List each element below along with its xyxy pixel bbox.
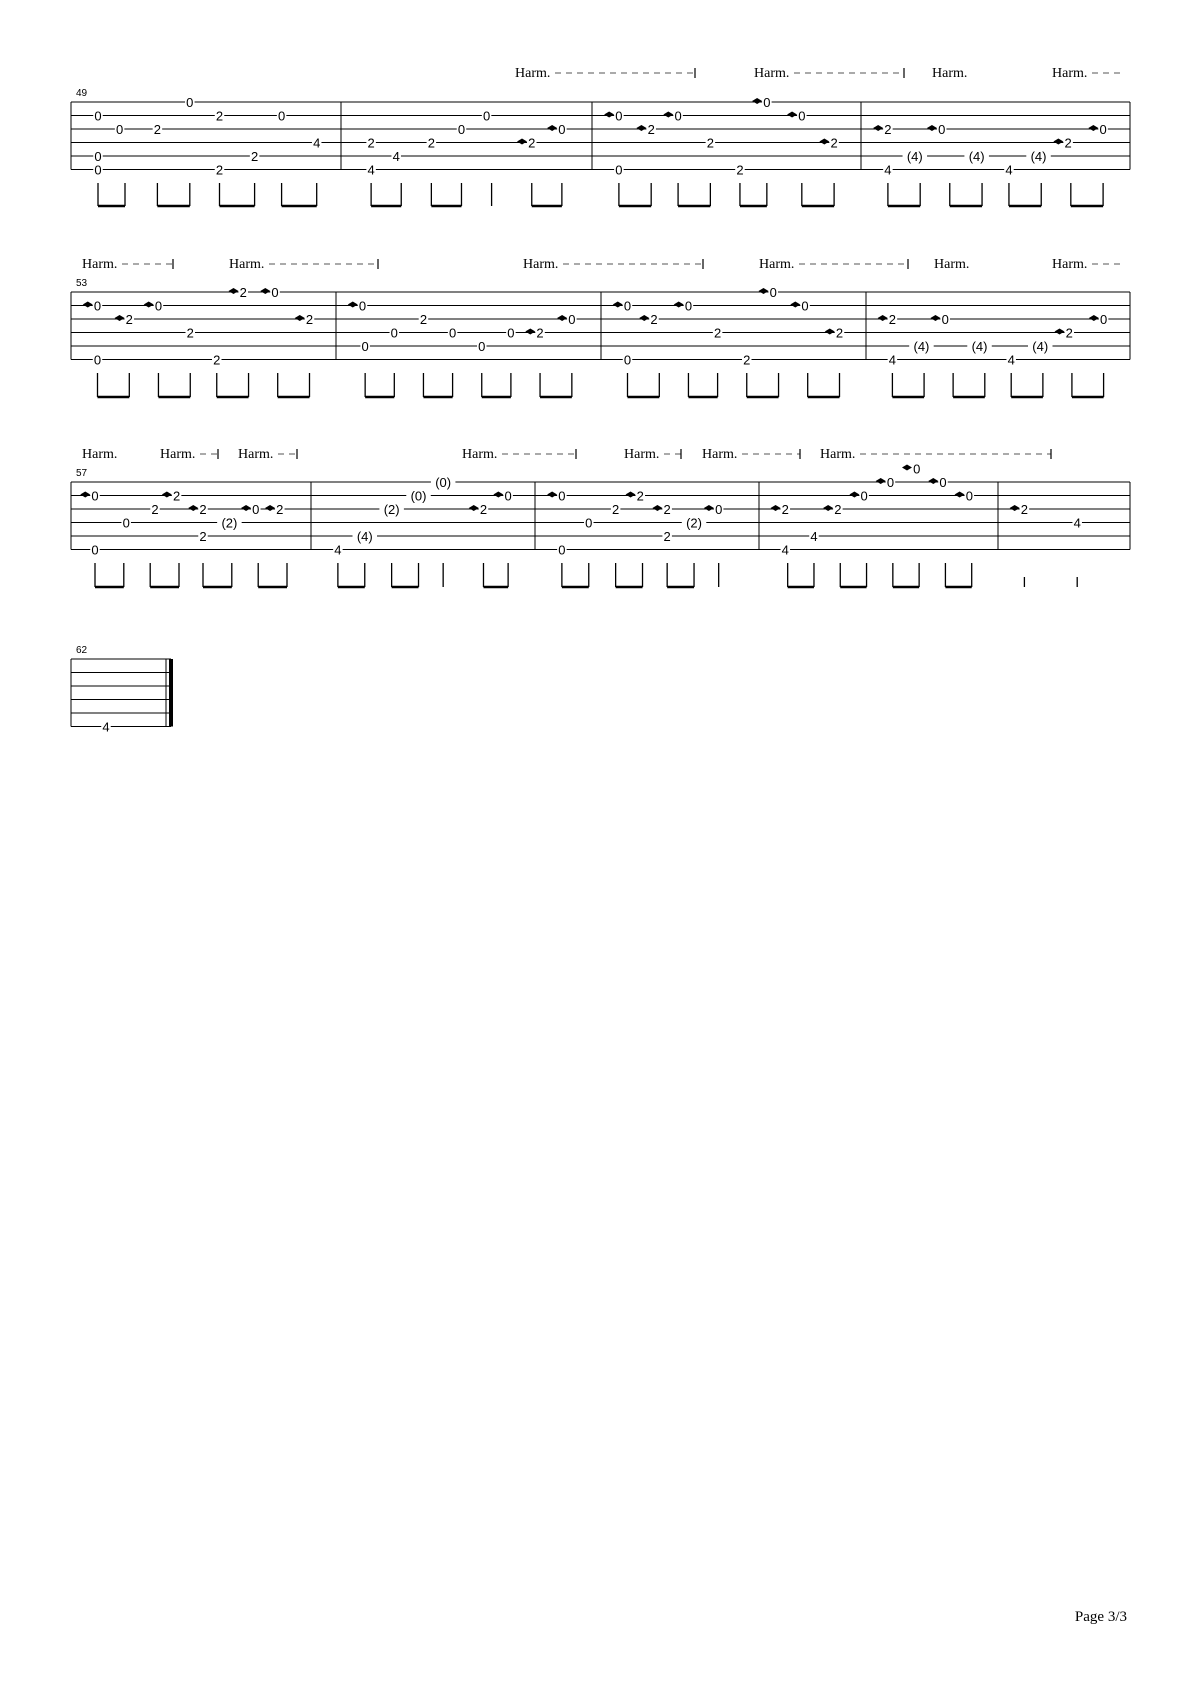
- fret-number: 2: [888, 312, 897, 327]
- fret-number: 2: [736, 162, 744, 178]
- fret-number: 2: [427, 135, 435, 151]
- fret-number: 2: [213, 352, 221, 368]
- fret-number: 0: [938, 122, 946, 137]
- harm-label: Harm.: [702, 447, 738, 462]
- fret-number: (4): [1030, 149, 1047, 164]
- harmonic-diamond: [348, 302, 358, 308]
- harm-label: Harm.: [515, 66, 551, 81]
- harmonic-diamond: [790, 302, 800, 308]
- measure-number: 49: [76, 88, 88, 99]
- harmonic-diamond: [1088, 125, 1098, 131]
- fret-number: 4: [781, 542, 789, 558]
- harmonic-diamond: [639, 315, 649, 321]
- fret-number: 2: [1064, 135, 1072, 151]
- harmonic-diamond: [873, 125, 883, 131]
- fret-number: (4): [913, 339, 930, 354]
- harmonic-diamond: [819, 139, 829, 145]
- fret-number: 0: [390, 325, 398, 341]
- fret-number: 0: [568, 312, 576, 327]
- fret-number: 0: [482, 108, 491, 124]
- harmonic-diamond: [636, 125, 646, 131]
- harmonic-diamond: [787, 112, 797, 118]
- harmonic-diamond: [1053, 139, 1063, 145]
- fret-number: 2: [636, 488, 644, 504]
- harmonic-diamond: [876, 478, 886, 484]
- fret-number: 0: [94, 162, 102, 178]
- fret-number: 2: [884, 122, 892, 137]
- fret-number: (2): [686, 515, 702, 531]
- fret-number: 2: [276, 502, 284, 517]
- fret-number: 0: [615, 162, 623, 178]
- fret-number: 0: [558, 488, 566, 504]
- fret-number: 2: [199, 502, 207, 517]
- final-barline-thick: [169, 659, 173, 727]
- page-number: Page 3/3: [1074, 1609, 1127, 1625]
- fret-number: (2): [383, 502, 400, 517]
- harmonic-diamond: [162, 492, 172, 498]
- fret-number: 2: [663, 529, 671, 544]
- system-2: [71, 257, 1130, 397]
- fret-number: 4: [1007, 352, 1015, 368]
- fret-number: 0: [1099, 122, 1107, 137]
- harmonic-diamond: [144, 302, 154, 308]
- harmonic-diamond: [1010, 505, 1020, 511]
- fret-number: 0: [886, 475, 895, 490]
- fret-number: 0: [623, 352, 632, 368]
- fret-number: (4): [1032, 339, 1049, 354]
- fret-number: 0: [801, 298, 809, 314]
- harmonic-diamond: [902, 465, 912, 471]
- harm-label: Harm.: [523, 257, 559, 272]
- fret-number: 2: [186, 325, 194, 341]
- fret-number: 4: [1005, 162, 1013, 178]
- harm-label: Harm.: [754, 66, 790, 81]
- harmonic-diamond: [613, 302, 623, 308]
- harmonic-diamond: [674, 302, 684, 308]
- fret-number: 0: [615, 108, 623, 124]
- fret-number: 4: [810, 529, 818, 544]
- fret-number: 0: [91, 542, 99, 558]
- fret-number: 2: [781, 502, 789, 517]
- fret-number: 0: [1099, 312, 1108, 327]
- fret-number: 0: [91, 488, 99, 504]
- fret-number: 0: [154, 298, 163, 314]
- harmonic-diamond: [626, 492, 636, 498]
- harmonic-diamond: [80, 492, 90, 498]
- harmonic-diamond: [823, 505, 833, 511]
- fret-number: 2: [830, 135, 838, 151]
- system-3: [71, 447, 1130, 587]
- fret-number: 4: [102, 719, 110, 735]
- fret-number: 2: [1020, 502, 1029, 517]
- fret-number: 4: [1073, 515, 1081, 531]
- fret-number: 0: [93, 352, 102, 368]
- fret-number: 2: [172, 488, 181, 504]
- fret-number: (4): [968, 149, 985, 164]
- harmonic-diamond: [83, 302, 93, 308]
- harmonic-diamond: [771, 505, 781, 511]
- fret-number: 2: [215, 162, 224, 178]
- fret-number: 0: [504, 488, 512, 504]
- harmonic-diamond: [604, 112, 614, 118]
- fret-number: 2: [835, 325, 844, 341]
- fret-number: 0: [361, 339, 369, 354]
- harm-label: Harm.: [932, 66, 968, 81]
- fret-number: 0: [965, 488, 973, 504]
- fret-number: 4: [392, 149, 400, 164]
- fret-number: 2: [1065, 325, 1073, 341]
- harmonic-diamond: [752, 98, 762, 104]
- harmonic-diamond: [652, 505, 662, 511]
- fret-number: 2: [367, 135, 375, 151]
- fret-number: 0: [448, 325, 457, 341]
- fret-number: (2): [221, 515, 238, 531]
- fret-number: 2: [153, 122, 162, 137]
- fret-number: 2: [743, 352, 751, 368]
- harmonic-diamond: [1055, 329, 1065, 335]
- fret-number: 2: [239, 285, 247, 300]
- fret-number: 0: [93, 298, 102, 314]
- fret-number: 2: [199, 529, 207, 544]
- harmonic-diamond: [260, 288, 270, 294]
- fret-number: (4): [906, 149, 923, 164]
- fret-number: 0: [115, 122, 124, 137]
- fret-number: 4: [367, 162, 375, 178]
- harm-label: Harm.: [82, 447, 118, 462]
- fret-number: 0: [913, 461, 921, 477]
- fret-number: 0: [684, 298, 693, 314]
- fret-number: 0: [939, 475, 947, 490]
- system-4: [71, 645, 173, 735]
- fret-number: 0: [277, 108, 286, 124]
- harmonic-diamond: [188, 505, 198, 511]
- fret-number: 0: [860, 488, 868, 504]
- harmonic-diamond: [525, 329, 535, 335]
- fret-number: 0: [457, 122, 466, 137]
- harmonic-diamond: [663, 112, 673, 118]
- harmonic-diamond: [704, 505, 714, 511]
- system-1: [71, 66, 1130, 206]
- fret-number: 0: [941, 312, 949, 327]
- harm-label: Harm.: [1052, 257, 1088, 272]
- fret-number: 2: [528, 135, 536, 151]
- measure-number: 57: [76, 468, 88, 479]
- harmonic-diamond: [928, 478, 938, 484]
- harm-label: Harm.: [160, 447, 196, 462]
- fret-number: 2: [305, 312, 314, 327]
- fret-number: (4): [971, 339, 988, 354]
- fret-number: 0: [769, 285, 777, 300]
- harmonic-diamond: [557, 315, 567, 321]
- fret-number: 2: [612, 502, 620, 517]
- fret-number: 0: [122, 515, 130, 531]
- fret-number: 2: [536, 325, 544, 341]
- fret-number: 4: [884, 162, 892, 178]
- fret-number: 0: [674, 108, 682, 124]
- fret-number: 2: [250, 149, 259, 164]
- harm-label: Harm.: [462, 447, 498, 462]
- harm-label: Harm.: [238, 447, 274, 462]
- harm-label: Harm.: [934, 257, 970, 272]
- harmonic-diamond: [955, 492, 965, 498]
- fret-number: 4: [888, 352, 897, 368]
- measure-number: 62: [76, 645, 88, 656]
- harm-label: Harm.: [624, 447, 660, 462]
- fret-number: 0: [715, 502, 723, 517]
- harmonic-diamond: [825, 329, 835, 335]
- fret-number: 0: [585, 515, 593, 531]
- measure-number: 53: [76, 278, 88, 289]
- fret-number: (0): [435, 475, 452, 490]
- harmonic-diamond: [930, 315, 940, 321]
- fret-number: 2: [151, 502, 159, 517]
- harmonic-diamond: [547, 125, 557, 131]
- harm-label: Harm.: [820, 447, 856, 462]
- fret-number: (0): [410, 488, 427, 504]
- harmonic-diamond: [469, 505, 479, 511]
- fret-number: 4: [313, 135, 321, 151]
- fret-number: 2: [125, 312, 133, 327]
- fret-number: 0: [507, 325, 515, 341]
- fret-number: 2: [834, 502, 842, 517]
- harmonic-diamond: [517, 139, 527, 145]
- fret-number: 4: [334, 542, 342, 558]
- fret-number: 0: [478, 339, 486, 354]
- fret-number: 0: [252, 502, 260, 517]
- harmonic-diamond: [759, 288, 769, 294]
- fret-number: 2: [650, 312, 658, 327]
- fret-number: 0: [94, 149, 102, 164]
- harmonic-diamond: [115, 315, 125, 321]
- harm-label: Harm.: [1052, 66, 1088, 81]
- fret-number: 2: [647, 122, 655, 137]
- harmonic-diamond: [229, 288, 239, 294]
- fret-number: 2: [419, 312, 428, 327]
- fret-number: 0: [763, 95, 771, 110]
- harm-label: Harm.: [759, 257, 795, 272]
- harmonic-diamond: [878, 315, 888, 321]
- harmonic-diamond: [295, 315, 305, 321]
- fret-number: 2: [713, 325, 722, 341]
- fret-number: 2: [215, 108, 224, 124]
- fret-number: 2: [663, 502, 671, 517]
- harmonic-diamond: [1089, 315, 1099, 321]
- fret-number: 2: [479, 502, 488, 517]
- harmonic-diamond: [265, 505, 275, 511]
- fret-number: 0: [271, 285, 279, 300]
- harmonic-diamond: [547, 492, 557, 498]
- fret-number: 0: [623, 298, 632, 314]
- fret-number: 2: [706, 135, 714, 151]
- fret-number: 0: [94, 108, 102, 124]
- fret-number: 0: [358, 298, 367, 314]
- fret-number: (4): [356, 529, 373, 544]
- harmonic-diamond: [241, 505, 251, 511]
- harm-label: Harm.: [229, 257, 265, 272]
- harmonic-diamond: [849, 492, 859, 498]
- harmonic-diamond: [927, 125, 937, 131]
- fret-number: 0: [558, 542, 566, 558]
- harmonic-diamond: [493, 492, 503, 498]
- fret-number: 0: [186, 95, 194, 110]
- fret-number: 0: [798, 108, 806, 124]
- harm-label: Harm.: [82, 257, 118, 272]
- fret-number: 0: [558, 122, 566, 137]
